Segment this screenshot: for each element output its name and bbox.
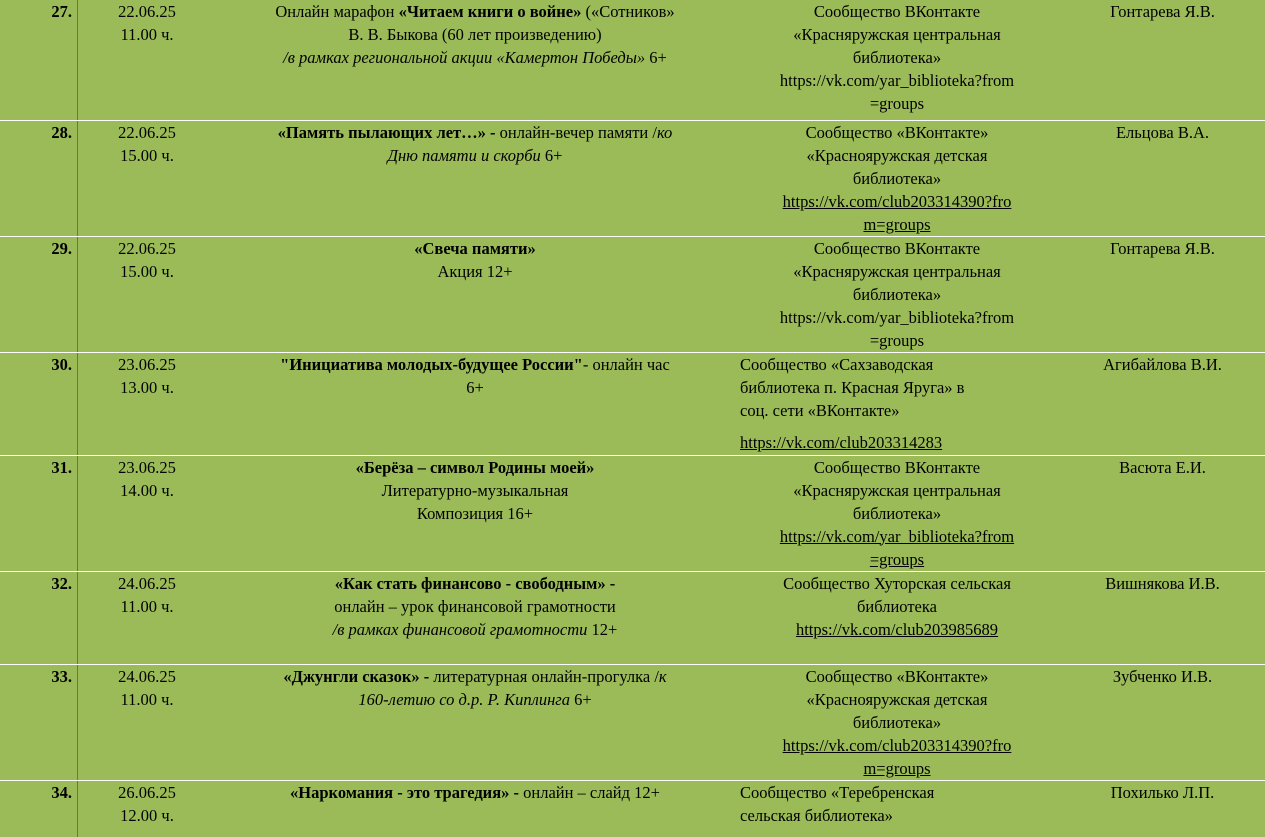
row-date xyxy=(78,236,217,352)
table-row xyxy=(0,571,1265,664)
place-link[interactable]: https://vk.com/club203985689 xyxy=(795,619,999,639)
table-row xyxy=(0,0,1265,120)
event-prefix: Онлайн марафон xyxy=(275,2,399,21)
place-link[interactable]: https://vk.com/club203314390?fro xyxy=(782,735,1012,755)
time-text: 11.00 ч. xyxy=(120,596,174,616)
row-place xyxy=(734,120,1060,236)
date-text: 23.06.25 xyxy=(118,354,176,374)
place-line: «Красняружская центральная xyxy=(793,261,1001,281)
row-place xyxy=(734,236,1060,352)
date-text: 23.06.25 xyxy=(118,457,176,477)
row-event xyxy=(216,664,734,780)
place-line: Сообщество ВКонтакте xyxy=(813,457,981,477)
row-responsible: Вишнякова И.В. xyxy=(1060,571,1265,664)
event-line2: онлайн – урок финансовой грамотности xyxy=(334,596,616,616)
table-row xyxy=(0,352,1265,455)
place-link[interactable]: m=groups xyxy=(863,758,931,778)
row-event xyxy=(216,0,734,120)
event-suffix: литературная онлайн-прогулка / xyxy=(429,666,659,686)
place-link[interactable]: =groups xyxy=(869,549,925,569)
event-title: «Джунгли сказок» - xyxy=(283,666,430,686)
row-date xyxy=(78,664,217,780)
row-number: 30. xyxy=(0,352,78,455)
place-line: Сообщество ВКонтакте xyxy=(813,238,981,258)
place-line: Сообщество «ВКонтакте» xyxy=(805,122,989,142)
place-line: библиотека» xyxy=(852,712,942,732)
table-row xyxy=(0,120,1265,236)
place-line: библиотека» xyxy=(852,168,942,188)
date-text: 24.06.25 xyxy=(118,573,176,593)
event-note: 160-летию со д.р. Р. Киплинга xyxy=(358,689,570,709)
place-link[interactable]: https://vk.com/yar_biblioteka?from xyxy=(779,526,1015,546)
event-note: ко xyxy=(656,122,673,142)
place-line: библиотека xyxy=(857,596,937,616)
time-text: 12.00 ч. xyxy=(120,805,174,825)
place-line: Сообщество Хуторская сельская xyxy=(783,573,1011,593)
row-date xyxy=(78,352,217,455)
table-row xyxy=(0,780,1265,837)
row-number: 28. xyxy=(0,120,78,236)
time-text: 11.00 ч. xyxy=(120,689,174,709)
row-responsible: Похилько Л.П. xyxy=(1110,782,1215,802)
event-age: 6+ xyxy=(540,145,563,165)
row-event xyxy=(216,352,734,455)
date-text: 22.06.25 xyxy=(118,238,176,258)
event-note: /в рамках финансовой грамотности xyxy=(332,619,588,639)
place-line: «Красняружская центральная xyxy=(793,25,1001,44)
event-line2: В. В. Быкова (60 лет произведению) xyxy=(348,25,602,44)
event-suffix: («Сотников» xyxy=(581,2,675,21)
event-title: «Свеча памяти» xyxy=(414,238,536,258)
date-text: 22.06.25 xyxy=(118,122,176,142)
place-line: сельская библиотека» xyxy=(740,805,893,825)
row-event xyxy=(216,780,734,837)
row-responsible: Гонтарева Я.В. xyxy=(1060,0,1265,120)
event-note: к xyxy=(658,666,667,686)
place-line: «Краснояружская детская xyxy=(806,689,988,709)
table-row xyxy=(0,455,1265,571)
date-text: 24.06.25 xyxy=(118,666,176,686)
place-line: Сообщество ВКонтакте xyxy=(813,2,981,21)
event-title: «Наркомания - это трагедия» - xyxy=(290,782,519,802)
row-responsible: Ельцова В.А. xyxy=(1060,120,1265,236)
place-line: библиотека» xyxy=(852,48,942,67)
time-text: 13.00 ч. xyxy=(120,377,174,397)
row-date xyxy=(78,455,217,571)
row-event xyxy=(216,455,734,571)
row-event xyxy=(216,571,734,664)
place-line: «Красняружская центральная xyxy=(793,480,1001,500)
place-url: https://vk.com/yar_biblioteka?from xyxy=(779,71,1015,90)
event-line3: Композиция 16+ xyxy=(416,503,534,523)
place-line: Сообщество «Теребренская xyxy=(740,782,935,802)
event-age: 6+ xyxy=(645,48,667,67)
row-number: 33. xyxy=(0,664,78,780)
time-text: 11.00 ч. xyxy=(120,25,174,44)
row-number: 32. xyxy=(0,571,78,664)
place-url: =groups xyxy=(869,94,925,113)
row-number: 31. xyxy=(0,455,78,571)
row-event xyxy=(216,236,734,352)
date-text: 26.06.25 xyxy=(118,782,176,802)
event-note: Дню памяти и скорби xyxy=(387,145,541,165)
row-place xyxy=(734,571,1060,664)
time-text: 15.00 ч. xyxy=(120,145,174,165)
row-place xyxy=(734,780,1060,837)
event-line2: Акция 12+ xyxy=(437,261,513,281)
event-title: «Читаем книги о войне» xyxy=(398,2,582,21)
time-text: 15.00 ч. xyxy=(120,261,174,281)
table-row xyxy=(0,664,1265,780)
row-number: 34. xyxy=(0,780,78,837)
event-age: 6+ xyxy=(569,689,592,709)
event-line2: Литературно-музыкальная xyxy=(381,480,569,500)
row-date xyxy=(78,571,217,664)
row-responsible: Зубченко И.В. xyxy=(1060,664,1265,780)
row-responsible: Гонтарева Я.В. xyxy=(1060,236,1265,352)
event-note: /в рамках региональной акции «Камертон Победы» xyxy=(283,48,646,67)
row-number: 27. xyxy=(0,0,78,120)
row-date xyxy=(78,0,217,120)
place-link[interactable]: https://vk.com/club203314390?fro xyxy=(782,191,1012,211)
place-url: =groups xyxy=(869,330,925,350)
event-suffix: онлайн – слайд 12+ xyxy=(519,782,660,802)
event-age: 12+ xyxy=(587,619,618,639)
row-responsible: Васюта Е.И. xyxy=(1060,455,1265,571)
event-suffix: онлайн-вечер памяти / xyxy=(495,122,657,142)
row-place xyxy=(734,664,1060,780)
date-text: 22.06.25 xyxy=(118,2,176,21)
row-place xyxy=(734,455,1060,571)
row-date xyxy=(78,780,217,837)
row-responsible: Агибайлова В.И. xyxy=(1060,352,1265,455)
time-text: 14.00 ч. xyxy=(120,480,174,500)
table-row xyxy=(0,236,1265,352)
row-place xyxy=(734,0,1060,120)
place-line: Сообщество «Сахзаводская xyxy=(740,354,934,374)
event-line2: 6+ xyxy=(466,377,484,397)
row-number: 29. xyxy=(0,236,78,352)
event-title: «Память пылающих лет…» - xyxy=(277,122,496,142)
place-line: соц. сети «ВКонтакте» xyxy=(740,400,900,420)
place-url: https://vk.com/yar_biblioteka?from xyxy=(779,307,1015,327)
event-suffix: - онлайн час xyxy=(582,354,670,374)
place-line: библиотека п. Красная Яруга» в xyxy=(740,377,965,397)
place-link[interactable]: https://vk.com/club203314283 xyxy=(740,432,943,452)
place-line: «Краснояружская детская xyxy=(806,145,988,165)
row-date xyxy=(78,120,217,236)
place-line: Сообщество «ВКонтакте» xyxy=(805,666,989,686)
event-title: «Берёза – символ Родины моей» xyxy=(355,457,595,477)
place-line: библиотека» xyxy=(852,284,942,304)
place-link[interactable]: m=groups xyxy=(863,214,931,234)
row-place xyxy=(734,352,1060,455)
place-line: библиотека» xyxy=(852,503,942,523)
row-event xyxy=(216,120,734,236)
event-title: «Как стать финансово - свободным» - xyxy=(334,573,616,593)
event-title: "Инициатива молодых-будущее России" xyxy=(280,354,583,374)
